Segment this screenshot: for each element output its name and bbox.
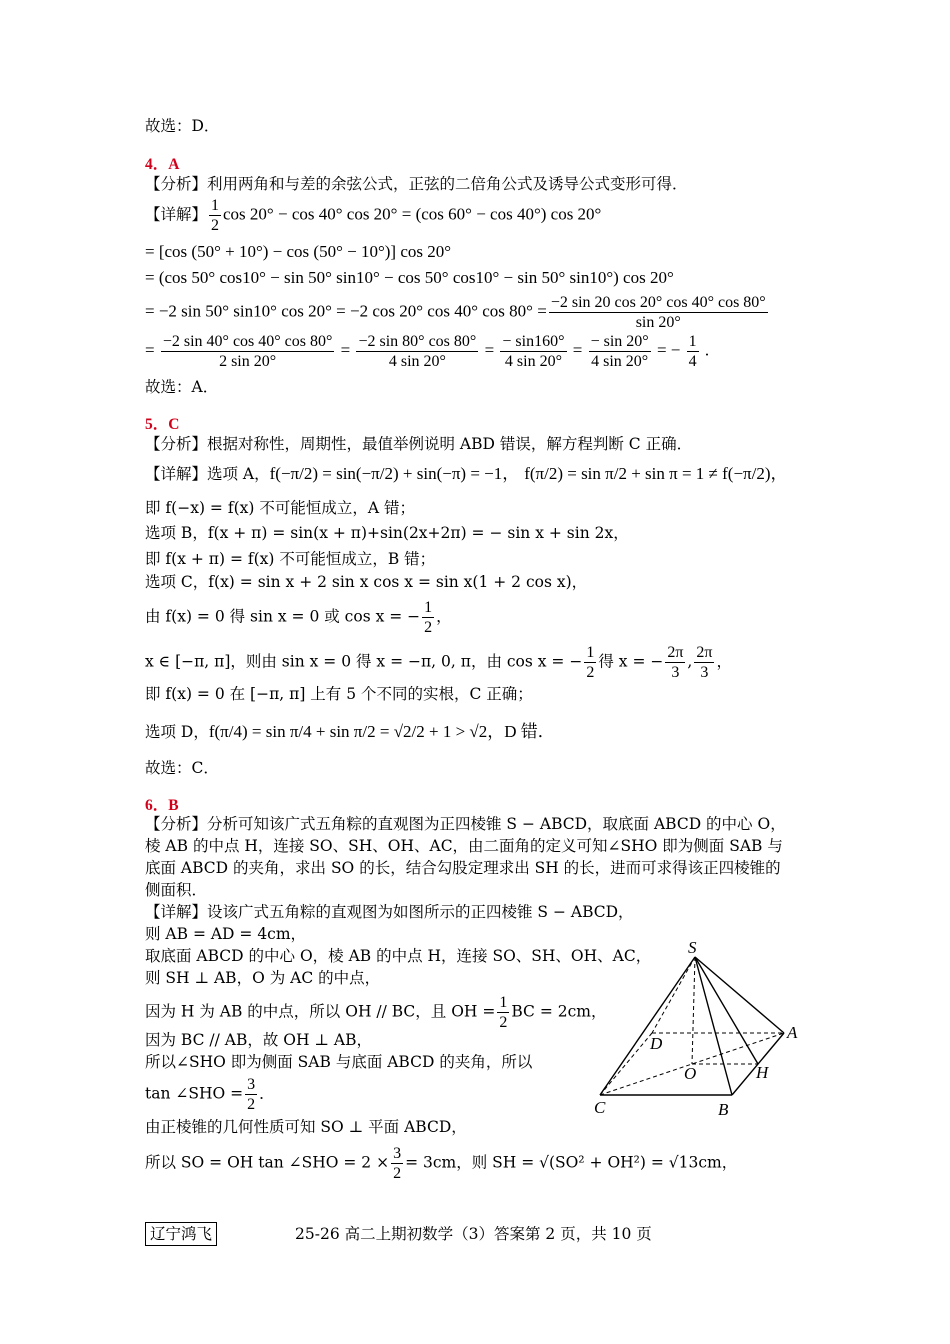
detail-6-line3: 取底面 ABCD 的中心 O，棱 AB 的中点 H，连接 SO、SH、OH、AC， — [145, 947, 652, 965]
footer-brand: 辽宁鸿飞 — [145, 1222, 217, 1246]
question-4-heading: 4．A — [145, 156, 180, 173]
detail-6-line5: 因为 H 为 AB 的中点，所以 OH // BC，且 OH = $\frac{1}{2}$ BC = 2cm， — [145, 994, 607, 1031]
segment-sh — [695, 957, 758, 1064]
edge-sa — [695, 957, 784, 1033]
label-b: B — [718, 1100, 729, 1119]
detail-5-line8: 即 f(x) = 0 在 [−π, π] 上有 5 个不同的实根，C 正确； — [145, 685, 533, 703]
detail-6-line10: 所以 SO = OH tan ∠SHO = 2 × $\frac{3}{2}$ = 3cm，则 SH = √(SO² + OH²) = √13cm， — [145, 1145, 738, 1182]
analysis-6-line2: 棱 AB 的中点 H，连接 SO、SH、OH、AC，由二面角的定义可知∠SHO 即为侧面 SAB 与 — [145, 837, 783, 855]
detail-4-line2: = [cos (50° + 10°) − cos (50° − 10°)] cos 20° — [145, 242, 452, 261]
detail-4-line1: 【详解】 $\frac{1}{2}$ cos 20° − cos 40° cos 20° = (cos 60° − cos 40°) cos 20° — [145, 197, 602, 234]
fraction: $\frac{- \sin 20^\circ}{4 \sin 20^\circ}$ — [590, 333, 649, 370]
label-o: O — [684, 1064, 697, 1083]
detail-5-line3: 选项 B，f(x + π) = sin(x + π)+sin(2x+2π) = − sin x + sin 2x， — [145, 524, 629, 542]
analysis-6-line1: 【分析】分析可知该广式五角粽的直观图为正四棱锥 S − ABCD，取底面 ABCD 的中心 O， — [145, 815, 786, 833]
fraction: $\frac{1}{2}$ — [586, 644, 595, 681]
fraction: $\frac{-2 \sin 40^\circ \cos 40^\circ \cos 80^\circ}{2 \sin 20^\circ}$ — [162, 333, 333, 370]
detail-6-line1: 【详解】设该广式五角粽的直观图为如图所示的正四棱锥 S − ABCD， — [145, 903, 634, 921]
segment-so — [692, 957, 695, 1064]
analysis-6-line4: 侧面积． — [145, 881, 208, 899]
detail-5-line5: 选项 C，f(x) = sin x + 2 sin x cos x = sin x(1 + 2 cos x)， — [145, 573, 588, 591]
analysis-5: 【分析】根据对称性，周期性，最值举例说明 ABD 错误，解方程判断 C 正确． — [145, 435, 693, 453]
edge-sd — [652, 957, 695, 1033]
detail-6-line2: 则 AB = AD = 4cm， — [145, 925, 307, 943]
detail-6-line9: 由正棱锥的几何性质可知 SO ⊥ 平面 ABCD， — [145, 1118, 467, 1136]
detail-5-line9: 选项 D，f(π/4) = sin π/4 + sin π/2 = √2/2 + 1 > √2，D 错． — [145, 722, 555, 741]
detail-5-line4: 即 f(x + π) = f(x) 不可能恒成立，B 错； — [145, 550, 436, 568]
detail-6-line6: 因为 BC // AB，故 OH ⊥ AB， — [145, 1031, 373, 1049]
fraction: $\frac{1}{2}$ — [211, 197, 220, 234]
detail-6-line4: 则 SH ⊥ AB，O 为 AC 的中点， — [145, 969, 381, 987]
detail-5-line1: 【详解】选项 A，f(−π/2) = sin(−π/2) + sin(−π) = −1， f(π/2) = sin π/2 + sin π = 1 ≠ f(−π/2)， — [145, 464, 788, 483]
edge-sc — [600, 957, 695, 1095]
label-s: S — [688, 938, 697, 957]
analysis-6-line3: 底面 ABCD 的夹角，求出 SO 的长，结合勾股定理求出 SH 的长，进而可求得该正四棱锥的 — [145, 859, 781, 877]
detail-5-line7: x ∈ [−π, π]，则由 sin x = 0 得 x = −π, 0, π，由 cos x = − $\frac{1}{2}$ 得 x = − $\frac{2\pi}{3}$ , $\frac{2\pi}{3}$ ， — [145, 644, 732, 681]
detail-5-line6: 由 f(x) = 0 得 sin x = 0 或 cos x = − $\frac{1}{2}$ ， — [145, 599, 452, 636]
label-d: D — [650, 1034, 663, 1053]
detail-4-line3: = (cos 50° cos10° − sin 50° sin10° − cos 50° cos10° − sin 50° sin10°) cos 20° — [145, 268, 674, 287]
answer-line: 故选：A． — [145, 378, 219, 396]
question-6-heading: 6．B — [145, 797, 179, 814]
fraction: $\frac{1}{4}$ — [688, 333, 697, 370]
detail-6-line8: tan ∠SHO = $\frac{3}{2}$ ． — [145, 1076, 275, 1113]
detail-5-line2: 即 f(−x) = f(x) 不可能恒成立，A 错； — [145, 499, 415, 517]
detail-4-line4: = −2 sin 50° sin10° cos 20° = −2 cos 20° cos 40° cos 80° = $\frac{-2 \sin 20 \cos 20^\circ \cos 40^\circ \cos 80^\circ}{\sin 20^\circ}$ — [145, 294, 766, 331]
footer-page-info: 25-26 高二上期初数学（3）答案第 2 页，共 10 页 — [295, 1225, 652, 1243]
fraction: $\frac{2\pi}{3}$ — [696, 644, 713, 681]
label-c: C — [594, 1098, 606, 1117]
label-h: H — [756, 1063, 769, 1082]
question-5-heading: 5．C — [145, 416, 180, 433]
analysis-4: 【分析】利用两角和与差的余弦公式，正弦的二倍角公式及诱导公式变形可得． — [145, 175, 688, 193]
fraction: $\frac{3}{2}$ — [247, 1076, 256, 1113]
label-a: A — [787, 1023, 798, 1042]
answer-line: 故选：D． — [145, 117, 220, 135]
pyramid-figure — [592, 935, 812, 1120]
edge-cd — [600, 1033, 652, 1095]
fraction: $\frac{2\pi}{3}$ — [667, 644, 684, 681]
fraction: $\frac{-2 \sin 80^\circ \cos 80^\circ}{4 \sin 20^\circ}$ — [358, 333, 477, 370]
detail-6-line7: 所以∠SHO 即为侧面 SAB 与底面 ABCD 的夹角，所以 — [145, 1053, 533, 1071]
fraction: $\frac{- \sin 160^\circ}{4 \sin 20^\circ}$ — [502, 333, 565, 370]
answer-line: 故选：C． — [145, 759, 219, 777]
detail-4-line5: = $\frac{-2 \sin 40^\circ \cos 40^\circ \cos 80^\circ}{2 \sin 20^\circ}$ = $\frac{-2 \sin 80^\circ \cos 80^\circ}{4 \sin 20^\circ}$ = $\frac{- \sin 160^\circ}{4 \sin 20^\circ}$ = $\frac{- \sin 20^\circ}{4 \sin 20^\circ}$ = − $\frac{1}{4}$ . — [145, 333, 710, 370]
fraction: $\frac{1}{2}$ — [424, 599, 433, 636]
fraction: $\frac{3}{2}$ — [393, 1145, 402, 1182]
fraction: $\frac{1}{2}$ — [499, 994, 508, 1031]
edge-sb — [695, 957, 732, 1095]
fraction: $\frac{-2 \sin 20 \cos 20^\circ \cos 40^\circ \cos 80^\circ}{\sin 20^\circ}$ — [550, 294, 766, 331]
